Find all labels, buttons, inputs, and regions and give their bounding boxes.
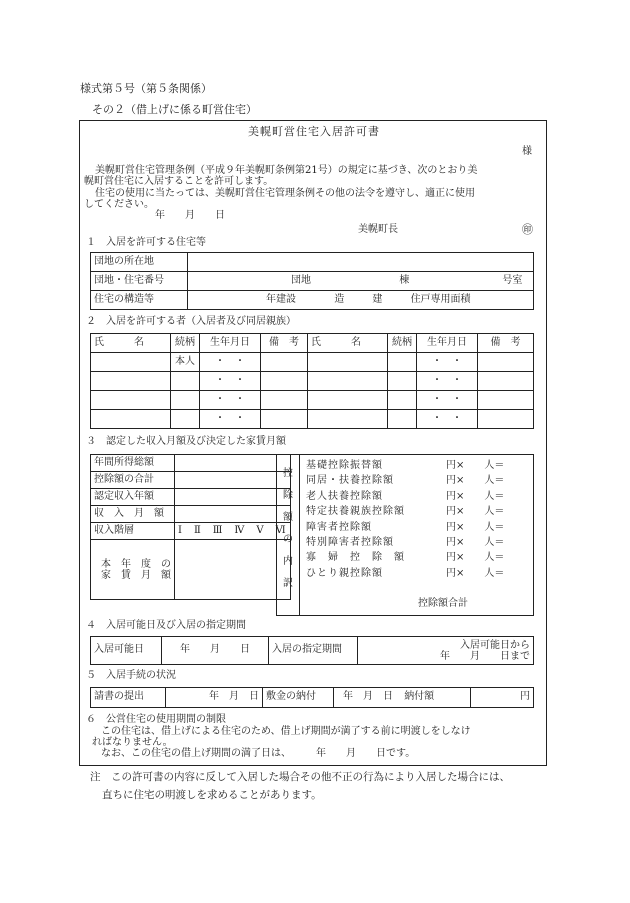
unit-room: 号室 — [502, 274, 523, 286]
resident-name[interactable] — [308, 372, 388, 391]
value-deposit-amount[interactable]: 円 — [471, 688, 534, 708]
form-number: 様式第５号（第５条関係） — [80, 82, 212, 95]
birth-dots: ・ ・ — [417, 410, 478, 429]
resident-name[interactable] — [91, 372, 171, 391]
col-note-left: 備 考 — [261, 334, 308, 353]
deduction-name: ひとり親控除額 — [306, 567, 383, 579]
resident-note[interactable] — [261, 353, 308, 372]
resident-name[interactable] — [308, 410, 388, 429]
col-birth-right: 生年月日 — [417, 334, 478, 353]
paragraph-2-cont: してください。 — [84, 199, 154, 210]
paragraph-2: 住宅の使用に当たっては、美幌町営住宅管理条例その他の法令を遵守し、適正に使用 — [95, 188, 475, 199]
resident-name[interactable] — [91, 391, 171, 410]
label-unit: 団地・住宅番号 — [91, 272, 188, 291]
deduction-names — [306, 458, 405, 581]
unit-building: 棟 — [399, 274, 410, 286]
issuer: 美幌町長 — [358, 224, 398, 235]
issue-date: 年 月 日 — [155, 210, 225, 221]
resident-note[interactable] — [478, 353, 534, 372]
paragraph-1-cont: 幌町営住宅に入居することを許可します。 — [84, 176, 274, 187]
resident-note[interactable] — [478, 391, 534, 410]
birth-dots: ・ ・ — [417, 391, 478, 410]
section-2-heading: ２ 入居を許可する者（入居者及び同居親族） — [86, 316, 296, 327]
col-rel-left: 続柄 — [171, 334, 200, 353]
income-class-options[interactable]: Ⅰ Ⅱ Ⅲ Ⅳ Ⅴ Ⅵ — [175, 523, 291, 540]
resident-note[interactable] — [261, 372, 308, 391]
resident-note[interactable] — [261, 410, 308, 429]
label-monthly-income: 収 入 月 額 — [91, 506, 175, 523]
label-site: 団地の所在地 — [91, 253, 188, 272]
deduction-unit[interactable]: 円× 人＝ — [446, 521, 505, 533]
deduction-name: 基礎控除振替額 — [306, 460, 383, 471]
deposit-amount-label: 納付額 — [404, 691, 435, 703]
label-income-class: 収入階層 — [91, 523, 175, 540]
label-deduction-total: 控除額の合計 — [91, 472, 175, 489]
label-designated-period: 入居の指定期間 — [269, 637, 358, 665]
structure-year: 年建設 — [266, 293, 296, 305]
rent-label-line1: 本 年 度 の — [101, 558, 171, 570]
label-move-in-date: 入居可能日 — [91, 637, 162, 665]
resident-relation[interactable] — [171, 372, 200, 391]
deduction-unit[interactable]: 円× 人＝ — [446, 552, 505, 564]
birth-dots: ・ ・ — [200, 353, 261, 372]
resident-relation[interactable] — [388, 372, 417, 391]
value-site[interactable] — [188, 253, 534, 272]
resident-relation[interactable] — [388, 391, 417, 410]
resident-relation[interactable] — [388, 353, 417, 372]
birth-dots: ・ ・ — [200, 372, 261, 391]
resident-note[interactable] — [478, 372, 534, 391]
income-table — [90, 454, 291, 600]
section-6-line2: ればなりません。 — [92, 737, 173, 748]
col-birth-left: 生年月日 — [200, 334, 261, 353]
deduction-name: 特定扶養親族控除額 — [306, 506, 405, 518]
housing-table — [90, 252, 534, 310]
value-monthly-income[interactable] — [175, 506, 291, 523]
deduction-unit[interactable]: 円× 人＝ — [446, 490, 505, 502]
birth-dots: ・ ・ — [417, 353, 478, 372]
birth-dots: ・ ・ — [200, 391, 261, 410]
vlabel-char: 控 — [283, 468, 293, 479]
value-deposit[interactable] — [334, 688, 471, 708]
deduction-name: 老人扶養控除額 — [306, 490, 383, 502]
section-3-heading: ３ 認定した収入月額及び決定した家賃月額 — [86, 436, 286, 447]
seal-mark: ㊞ — [522, 223, 533, 236]
deduction-unit[interactable]: 円× 人＝ — [446, 475, 505, 487]
resident-note[interactable] — [478, 410, 534, 429]
resident-name[interactable] — [308, 353, 388, 372]
col-rel-right: 続柄 — [388, 334, 417, 353]
section-6-heading: ６ 公営住宅の使用期間の制限 — [86, 714, 226, 725]
deduction-unit[interactable]: 円× 人＝ — [446, 537, 505, 549]
resident-relation[interactable] — [171, 410, 200, 429]
deduction-unit[interactable]: 円× 人＝ — [446, 460, 505, 471]
structure-type: 造 — [334, 293, 345, 305]
resident-name[interactable] — [91, 410, 171, 429]
birth-dots: ・ ・ — [200, 410, 261, 429]
form-subtitle: その２（借上げに係る町営住宅） — [92, 103, 257, 116]
deposit-date: 年 月 日 — [343, 691, 393, 703]
period-line1: 入居可能日から — [460, 639, 530, 651]
value-pledge-date[interactable]: 年 月 日 — [166, 688, 263, 708]
value-deduction-total[interactable] — [175, 472, 291, 489]
label-structure: 住宅の構造等 — [91, 291, 188, 310]
section-4-heading: ４ 入居可能日及び入居の指定期間 — [86, 620, 246, 631]
residents-table — [90, 333, 534, 429]
deduction-units — [446, 458, 504, 581]
section-6-line3: なお、この住宅の借上げ期間の満了日は、 年 月 日です。 — [101, 748, 416, 759]
resident-relation[interactable] — [171, 391, 200, 410]
value-certified-income[interactable] — [175, 489, 291, 506]
vlabel-char: 訳 — [283, 578, 293, 589]
deduction-divider — [299, 454, 300, 615]
paragraph-1: 美幌町営住宅管理条例（平成９年美幌町条例第21号）の規定に基づき、次のとおり美 — [95, 165, 478, 176]
move-in-table — [90, 636, 534, 665]
resident-name[interactable] — [308, 391, 388, 410]
label-certified-income: 認定収入年額 — [91, 489, 175, 506]
structure-area: 住戸専用面積 — [410, 293, 471, 305]
value-designated-period[interactable] — [358, 637, 534, 665]
col-note-right: 備 考 — [478, 334, 534, 353]
label-deposit: 敷金の納付 — [263, 688, 334, 708]
period-line2: 年 月 日まで — [440, 650, 530, 662]
deduction-name: 寡 婦 控 除 額 — [306, 552, 405, 564]
deduction-unit[interactable]: 円× 人＝ — [446, 567, 505, 579]
deduction-name: 障害者控除額 — [306, 521, 372, 533]
vlabel-char: 内 — [283, 556, 293, 567]
relation-self: 本人 — [171, 353, 200, 372]
document-title: 美幌町営住宅入居許可書 — [248, 125, 380, 138]
value-rent[interactable] — [175, 540, 291, 600]
col-name-left: 氏 名 — [91, 334, 171, 353]
resident-name[interactable] — [91, 353, 171, 372]
deduction-name: 特別障害者控除額 — [306, 537, 394, 549]
structure-floors: 建 — [372, 293, 383, 305]
section-1-heading: １ 入居を許可する住宅等 — [86, 237, 206, 248]
deduction-vertical-label — [283, 463, 293, 595]
label-rent — [91, 540, 175, 600]
rent-label-line2: 家 賃 月 額 — [101, 569, 171, 581]
value-move-in-date[interactable]: 年 月 日 — [162, 637, 269, 665]
deduction-unit[interactable]: 円× 人＝ — [446, 506, 505, 518]
label-annual-income: 年間所得総額 — [91, 455, 175, 472]
resident-relation[interactable] — [388, 410, 417, 429]
unit-estate: 団地 — [291, 274, 311, 286]
label-pledge: 請書の提出 — [91, 688, 166, 708]
value-structure[interactable] — [188, 291, 534, 310]
value-unit[interactable] — [188, 272, 534, 291]
section-5-heading: ５ 入居手続の状況 — [86, 670, 176, 681]
resident-note[interactable] — [261, 391, 308, 410]
deduction-name: 同居・扶養控除額 — [306, 475, 394, 487]
note-line1: 注 この許可書の内容に反して入居した場合その他不正の行為により入居した場合には、 — [90, 771, 510, 783]
procedure-table — [90, 687, 534, 708]
section-6-line1: この住宅は、借上げによる住宅のため、借上げ期間が満了する前に明渡しをしなけ — [101, 726, 471, 737]
deduction-total-label: 控除額合計 — [418, 598, 468, 609]
vlabel-char: 額 — [283, 512, 293, 523]
value-annual-income[interactable] — [175, 455, 291, 472]
vlabel-char: の — [283, 534, 293, 545]
col-name-right: 氏 名 — [308, 334, 388, 353]
addressee-suffix: 様 — [522, 146, 532, 157]
vlabel-char: 除 — [283, 490, 293, 501]
note-line2: 直ちに住宅の明渡しを求めることがあります。 — [102, 789, 322, 801]
birth-dots: ・ ・ — [417, 372, 478, 391]
